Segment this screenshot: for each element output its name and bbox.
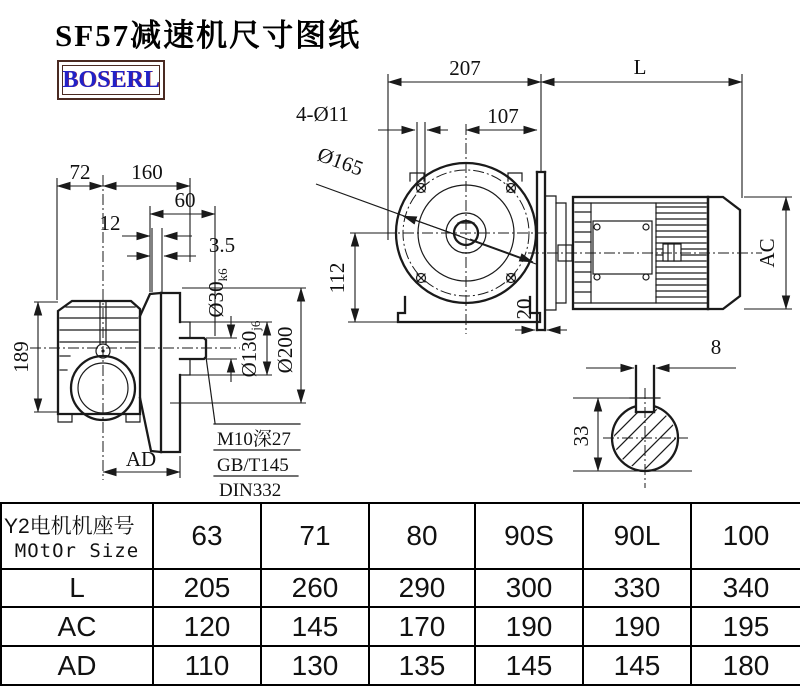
table-cell: 190: [475, 607, 583, 646]
table-cell: 290: [369, 569, 475, 607]
dim-l-label: L: [633, 55, 647, 79]
table-cell: 135: [369, 646, 475, 685]
dia-130-label: $Ø130_{j6}$: [237, 320, 263, 378]
dim-3p5-label: 3.5: [208, 233, 236, 257]
row-label: AC: [1, 607, 153, 646]
dia-30-label: $Ø30_{k6}$: [204, 268, 230, 318]
table-header-cell: [1, 503, 153, 569]
dim-33-label: 33: [569, 425, 593, 447]
table-cell: 120: [153, 607, 261, 646]
table-cell: 190: [583, 607, 691, 646]
dim-ac-label: AC: [755, 238, 779, 268]
table-row-AD: [1, 646, 800, 685]
column-header: 71: [261, 503, 369, 569]
thread-note-line2: GB/T145: [217, 455, 289, 476]
table-cell: 145: [261, 607, 369, 646]
shaft-section: [569, 318, 736, 502]
dim-60-label: 60: [174, 188, 196, 212]
dia-200-label: Ø200: [273, 326, 297, 374]
column-header: 90L: [583, 503, 691, 569]
table-header-row: [1, 503, 800, 569]
dim-ad-label: AD: [125, 447, 157, 471]
table-cell: 340: [691, 569, 800, 607]
holes-label: 4-Ø11: [296, 102, 349, 126]
dim-20-label: 20: [512, 298, 536, 320]
thread-note-line3: DIN332: [219, 480, 282, 501]
column-header: 63: [153, 503, 261, 569]
dim-160-label: 160: [131, 160, 163, 184]
table-cell: 130: [261, 646, 369, 685]
column-header: 90S: [475, 503, 583, 569]
table-row-L: [1, 569, 800, 607]
table-cell: 145: [583, 646, 691, 685]
column-header: 100: [691, 503, 800, 569]
table-cell: 180: [691, 646, 800, 685]
table-cell: 110: [153, 646, 261, 685]
table-cell: 300: [475, 569, 583, 607]
table-cell: 170: [369, 607, 475, 646]
row-label: L: [1, 569, 153, 607]
thread-note-line1: M10深27: [217, 429, 291, 450]
right-view: [296, 55, 792, 334]
left-view: [9, 160, 306, 501]
dim-12-label: 12: [99, 211, 121, 235]
table-cell: 195: [691, 607, 800, 646]
dim-189-label: 189: [9, 341, 33, 373]
table-cell: 145: [475, 646, 583, 685]
dim-72-label: 72: [69, 160, 91, 184]
dim-8-label: 8: [710, 335, 722, 359]
dia-165-label: Ø165: [314, 142, 367, 181]
table-row-AC: [1, 607, 800, 646]
column-header: 80: [369, 503, 475, 569]
dim-207-label: 207: [449, 56, 481, 80]
motor-size-header-en: MOtOr Size: [14, 540, 140, 562]
brand-logo-text: BOSERL: [62, 66, 160, 93]
motor-size-header-cn: Y2电机机座号: [4, 515, 135, 538]
row-label: AD: [1, 646, 153, 685]
table-cell: 330: [583, 569, 691, 607]
motor-size-table: [0, 502, 800, 686]
table-cell: 205: [153, 569, 261, 607]
page-title: SF57减速机尺寸图纸: [55, 18, 362, 53]
dim-107-label: 107: [487, 104, 519, 128]
dim-112-label: 112: [325, 262, 349, 294]
motor: [528, 197, 762, 309]
table-cell: 260: [261, 569, 369, 607]
